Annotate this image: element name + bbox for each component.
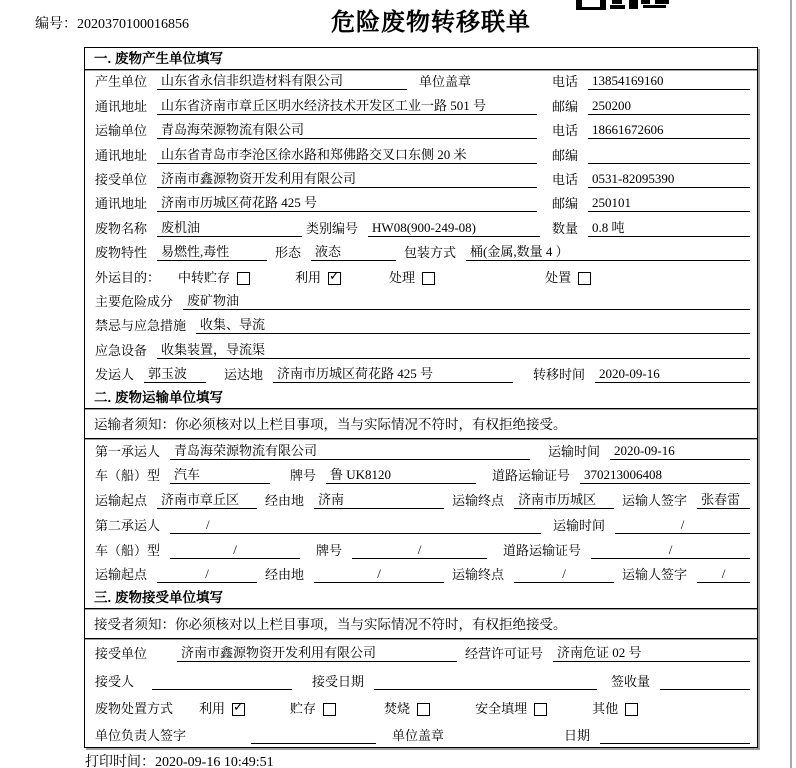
zip-label: 邮编 <box>551 196 578 212</box>
destination-label: 运达地 <box>224 367 264 383</box>
endpoint-label: 运输终点 <box>452 567 505 583</box>
print-time-value: 2020-09-16 10:49:51 <box>155 755 274 768</box>
checkbox-icon <box>422 272 435 285</box>
transport-time-label: 运输时间 <box>548 443 601 459</box>
section2-heading: 二. 废物运输单位填写 <box>85 387 757 409</box>
row-producer <box>85 70 757 94</box>
row-producer-address <box>85 94 757 118</box>
via-label: 经由地 <box>265 567 305 583</box>
address-value: 济南市历城区荷花路 425 号 <box>157 195 537 212</box>
packing-label: 包装方式 <box>404 245 457 261</box>
checkbox-icon <box>323 703 336 716</box>
waste-name-label: 废物名称 <box>95 220 148 236</box>
accept-date-value <box>374 674 597 690</box>
address-label: 通讯地址 <box>95 147 148 163</box>
unit-stamp-label: 单位盖章 <box>419 74 472 90</box>
serial-value: 2020370100016856 <box>77 17 189 32</box>
phone-value: 13854169160 <box>588 73 750 90</box>
second-carrier-value: / <box>170 517 541 534</box>
endpoint-label: 运输终点 <box>452 493 505 509</box>
taboo-value: 收集、导流 <box>196 317 750 334</box>
row-acceptor <box>85 666 757 693</box>
carrier-sign-value: 张春雷 <box>697 492 750 509</box>
qr-code-fragment-icon <box>576 0 672 10</box>
road-license-label: 道路运输证号 <box>492 468 571 484</box>
row-vehicle-2 <box>85 538 757 563</box>
purpose-option-treat: 处理 <box>389 270 435 286</box>
serial-number <box>35 13 189 33</box>
head-sign-label: 单位负责人签字 <box>95 727 187 743</box>
vehicle-type-value: 汽车 <box>170 467 270 484</box>
print-time-label: 打印时间： <box>85 755 155 768</box>
carrier-sign-value: / <box>697 566 750 583</box>
phone-label: 电话 <box>551 171 578 187</box>
producer-value: 山东省永信非织造材料有限公司 <box>157 73 407 90</box>
section1-body <box>85 70 757 387</box>
row-transporter <box>85 119 757 143</box>
checkbox-icon <box>237 272 250 285</box>
print-time <box>85 751 274 768</box>
vehicle-type-label: 车（船）型 <box>95 542 161 558</box>
date-value <box>600 728 750 744</box>
transport-time-value: 2020-09-16 <box>610 443 750 460</box>
section3-body <box>85 639 757 748</box>
row-waste-character <box>85 241 757 265</box>
category-code-label: 类别编号 <box>306 220 359 236</box>
via-value: / <box>314 566 444 583</box>
purpose-option-utilize: 利用 ✓ <box>295 270 341 286</box>
checkbox-icon <box>417 703 430 716</box>
plate-number-value: 鲁 UK8120 <box>326 467 476 484</box>
packing-value: 桶(金属,数量 4 ） <box>466 244 750 261</box>
endpoint-value: 济南市历城区 <box>514 492 614 509</box>
vehicle-type-value: / <box>170 542 300 559</box>
row-vehicle-1 <box>85 464 757 489</box>
consignor-label: 发运人 <box>95 367 135 383</box>
checkbox-checked-icon <box>232 703 245 716</box>
phone-value: 18661672606 <box>588 122 750 139</box>
receiver-value: 济南市鑫源物资开发利用有限公司 <box>157 171 537 188</box>
zip-value <box>588 148 750 164</box>
receiver-label: 接受单位 <box>95 171 148 187</box>
row-consignor <box>85 363 757 387</box>
zip-value: 250101 <box>588 195 750 212</box>
section3-heading: 三. 废物接受单位填写 <box>85 587 757 609</box>
form-value: 液态 <box>311 244 396 261</box>
transport-time-label: 运输时间 <box>552 517 605 533</box>
signed-qty-value <box>660 674 750 690</box>
via-label: 经由地 <box>265 493 305 509</box>
address-label: 通讯地址 <box>95 98 148 114</box>
hazard-value: 废矿物油 <box>183 293 750 310</box>
first-carrier-value: 青岛海荣源物流有限公司 <box>170 443 530 460</box>
phone-label: 电话 <box>551 123 578 139</box>
plate-number-value: / <box>352 542 487 559</box>
zip-value: 250200 <box>588 98 750 115</box>
transporter-value: 青岛海荣源物流有限公司 <box>157 122 537 139</box>
plate-number-label: 牌号 <box>290 468 317 484</box>
quantity-label: 数量 <box>551 220 578 236</box>
serial-label: 编号： <box>35 17 77 32</box>
carrier-sign-label: 运输人签字 <box>622 493 688 509</box>
permit-number-value: 济南危证 02 号 <box>553 645 750 662</box>
purpose-option-storage: 中转贮存 <box>178 270 250 286</box>
road-license-label: 道路运输证号 <box>503 542 582 558</box>
row-hazard-component <box>85 290 757 314</box>
date-label: 日期 <box>563 727 590 743</box>
carrier-sign-label: 运输人签字 <box>622 567 688 583</box>
checkbox-icon <box>534 703 547 716</box>
row-taboo-measures <box>85 314 757 338</box>
origin-value: / <box>157 566 257 583</box>
equipment-label: 应急设备 <box>95 342 148 358</box>
checkbox-checked-icon <box>328 272 341 285</box>
transfer-date-value: 2020-09-16 <box>595 366 750 383</box>
unit-stamp-label: 单位盖章 <box>392 727 445 743</box>
consignor-value: 郭玉波 <box>144 366 206 383</box>
endpoint-value: / <box>514 566 614 583</box>
zip-label: 邮编 <box>551 98 578 114</box>
disposal-option-utilize: 利用 ✓ <box>199 701 245 717</box>
row-head-signature <box>85 721 757 748</box>
origin-label: 运输起点 <box>95 493 148 509</box>
road-license-value: 370213006408 <box>580 467 750 484</box>
checkbox-icon <box>578 272 591 285</box>
address-value: 山东省青岛市李沧区徐水路和郑佛路交叉口东侧 20 米 <box>157 147 537 164</box>
accept-unit-label: 接受单位 <box>95 646 148 662</box>
vehicle-type-label: 车（船）型 <box>95 468 161 484</box>
disposal-option-other: 其他 <box>592 701 638 717</box>
page-title: 危险废物转移联单 <box>331 9 531 36</box>
row-first-carrier <box>85 439 757 464</box>
origin-value: 济南市章丘区 <box>157 492 257 509</box>
transport-time-value: / <box>615 517 750 534</box>
row-disposal-method <box>85 694 757 721</box>
row-transporter-address <box>85 143 757 167</box>
section2-body <box>85 439 757 587</box>
acceptor-label: 接受人 <box>95 673 135 689</box>
row-receiver <box>85 168 757 192</box>
form-label: 形态 <box>275 245 302 261</box>
second-carrier-label: 第二承运人 <box>95 517 161 533</box>
row-route-1 <box>85 488 757 513</box>
checkbox-icon <box>625 703 638 716</box>
disposal-option-store: 贮存 <box>290 701 336 717</box>
equipment-value: 收集装置，导流渠 <box>157 342 750 359</box>
zip-label: 邮编 <box>551 147 578 163</box>
phone-label: 电话 <box>551 74 578 90</box>
head-sign-value <box>251 728 376 744</box>
address-value: 山东省济南市章丘区明水经济技术开发区工业一路 501 号 <box>157 98 537 115</box>
destination-value: 济南市历城区荷花路 425 号 <box>273 366 513 383</box>
waste-character-label: 废物特性 <box>95 245 148 261</box>
row-second-carrier <box>85 513 757 538</box>
transfer-date-label: 转移时间 <box>533 367 586 383</box>
producer-label: 产生单位 <box>95 74 148 90</box>
signed-qty-label: 签收量 <box>610 673 650 689</box>
transporter-label: 运输单位 <box>95 123 148 139</box>
acceptor-value <box>152 674 292 690</box>
row-receiver-address <box>85 192 757 216</box>
purpose-label: 外运目的： <box>95 269 161 285</box>
plate-number-label: 牌号 <box>316 542 343 558</box>
hazard-label: 主要危险成分 <box>95 293 174 309</box>
waste-name-value: 废机油 <box>157 220 302 237</box>
row-accept-unit <box>85 639 757 666</box>
quantity-value: 0.8 吨 <box>588 220 750 237</box>
road-license-value: / <box>591 542 750 559</box>
phone-value: 0531-82095390 <box>588 171 750 188</box>
disposal-option-landfill: 安全填埋 <box>475 701 547 717</box>
taboo-label: 禁忌与应急措施 <box>95 318 187 334</box>
section1-heading: 一. 废物产生单位填写 <box>85 48 757 70</box>
manifest-form <box>84 47 758 748</box>
address-label: 通讯地址 <box>95 196 148 212</box>
accept-unit-value: 济南市鑫源物资开发利用有限公司 <box>177 645 457 662</box>
row-emergency-equipment <box>85 338 757 362</box>
purpose-option-dispose: 处置 <box>545 270 591 286</box>
disposal-method-label: 废物处置方式 <box>95 700 174 716</box>
accept-date-label: 接受日期 <box>312 673 365 689</box>
receiver-notice: 接受者须知：你必须核对以上栏目事项，当与实际情况不符时，有权拒绝接受。 <box>85 609 757 639</box>
transporter-notice: 运输者须知：你必须核对以上栏目事项，当与实际情况不符时，有权拒绝接受。 <box>85 409 757 439</box>
disposal-option-incinerate: 焚烧 <box>384 701 430 717</box>
origin-label: 运输起点 <box>95 567 148 583</box>
window-edge-line <box>790 0 792 768</box>
row-route-2 <box>85 563 757 588</box>
row-waste-name <box>85 216 757 240</box>
category-code-value: HW08(900-249-08) <box>368 220 540 237</box>
permit-number-label: 经营许可证号 <box>465 646 544 662</box>
row-transfer-purpose <box>85 265 757 289</box>
via-value: 济南 <box>314 492 444 509</box>
waste-character-value: 易燃性,毒性 <box>157 244 267 261</box>
first-carrier-label: 第一承运人 <box>95 443 161 459</box>
